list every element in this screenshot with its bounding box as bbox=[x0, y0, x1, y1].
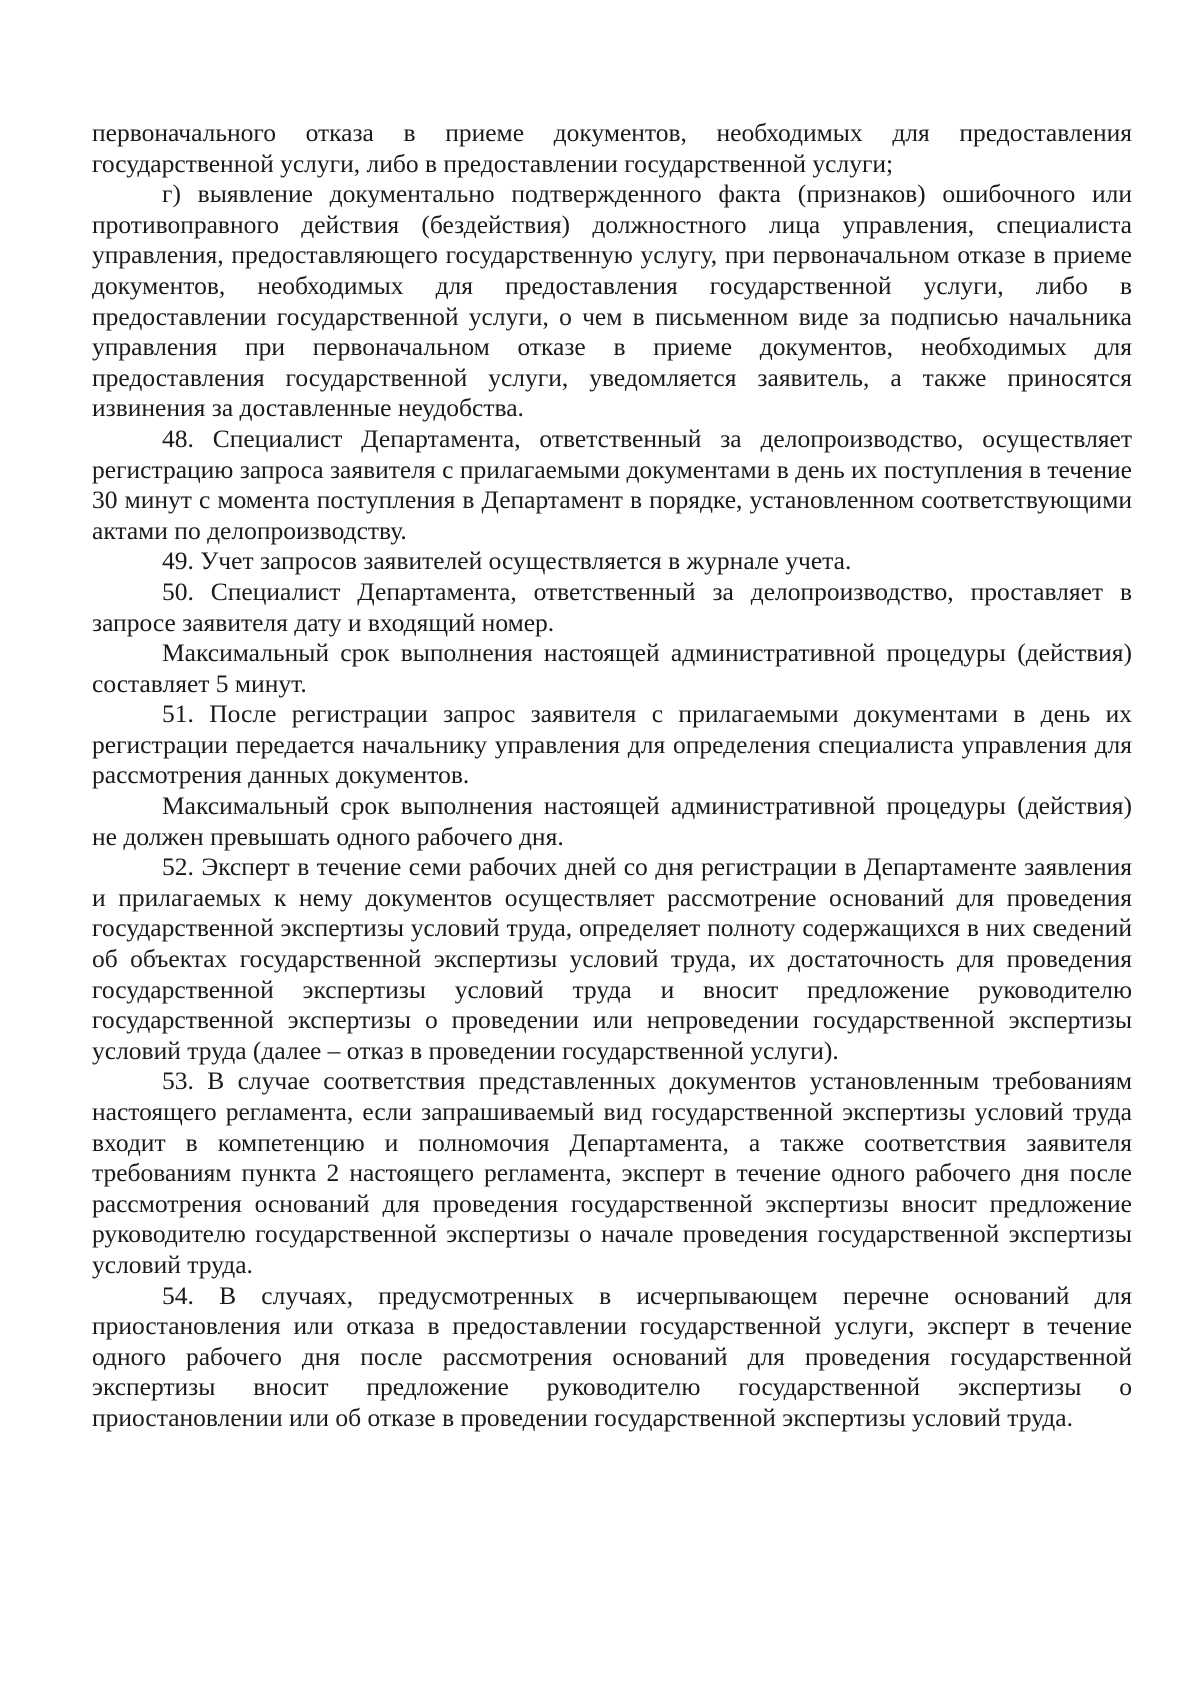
paragraph-48: 48. Специалист Департамента, ответственный за делопроизводство, осуществляет регистрацию запроса заявителя с прилагаемыми документами в день их поступления в течение 30 минут с момента поступления в Департамент в порядке, установленном соответствующими актами по делопроизводству. bbox=[92, 423, 1132, 545]
paragraph-51-term: Максимальный срок выполнения настоящей административной процедуры (действия) не должен превышать одного рабочего дня. bbox=[92, 791, 1132, 851]
paragraph-51: 51. После регистрации запрос заявителя с прилагаемыми документами в день их регистрации передается начальнику управления для определения специалиста управления для рассмотрения данных документов. bbox=[92, 699, 1132, 790]
paragraph-continuation: первоначального отказа в приеме документов, необходимых для предоставления государственной услуги, либо в предоставлении государственной услуги; bbox=[92, 118, 1132, 178]
paragraph-52: 52. Эксперт в течение семи рабочих дней со дня регистрации в Департаменте заявления и прилагаемых к нему документов осуществляет рассмотрение оснований для проведения государственной экспертизы условий труда, определяет полноту содержащихся в них сведений об объектах государственной экспертизы условий труда, их достаточность для проведения государственной экспертизы условий труда и вносит предложение руководителю государственной экспертизы о проведении или непроведении государственной экспертизы условий труда (далее – отказ в проведении государственной услуги). bbox=[92, 852, 1132, 1065]
paragraph-54: 54. В случаях, предусмотренных в исчерпывающем перечне оснований для приостановления или отказа в предоставлении государственной услуги, эксперт в течение одного рабочего дня после рассмотрения оснований для проведения государственной экспертизы вносит предложение руководителю государственной экспертизы о приостановлении или об отказе в проведении государственной экспертизы условий труда. bbox=[92, 1280, 1132, 1432]
document-body bbox=[92, 118, 1132, 1434]
paragraph-49: 49. Учет запросов заявителей осуществляется в журнале учета. bbox=[162, 546, 852, 576]
paragraph-53: 53. В случае соответствия представленных документов установленным требованиям настоящего регламента, если запрашиваемый вид государственной экспертизы условий труда входит в компетенцию и полномочия Департамента, а также соответствия заявителя требованиям пункта 2 настоящего регламента, эксперт в течение одного рабочего дня после рассмотрения оснований для проведения государственной экспертизы вносит предложение руководителю государственной экспертизы о начале проведения государственной экспертизы условий труда. bbox=[92, 1066, 1132, 1279]
paragraph-50: 50. Специалист Департамента, ответственный за делопроизводство, проставляет в запросе заявителя дату и входящий номер. bbox=[92, 576, 1132, 637]
paragraph-50-term: Максимальный срок выполнения настоящей административной процедуры (действия) составляет 5 минут. bbox=[92, 638, 1132, 698]
paragraph-item-g: г) выявление документально подтвержденного факта (признаков) ошибочного или противоправного действия (бездействия) должностного лица управления, специалиста управления, предоставляющего государственную услугу, при первоначальном отказе в приеме документов, необходимых для предоставления государственной услуги, либо в предоставлении государственной услуги, о чем в письменном виде за подписью начальника управления при первоначальном отказе в приеме документов, необходимых для предоставления государственной услуги, уведомляется заявитель, а также приносятся извинения за доставленные неудобства. bbox=[92, 179, 1132, 423]
